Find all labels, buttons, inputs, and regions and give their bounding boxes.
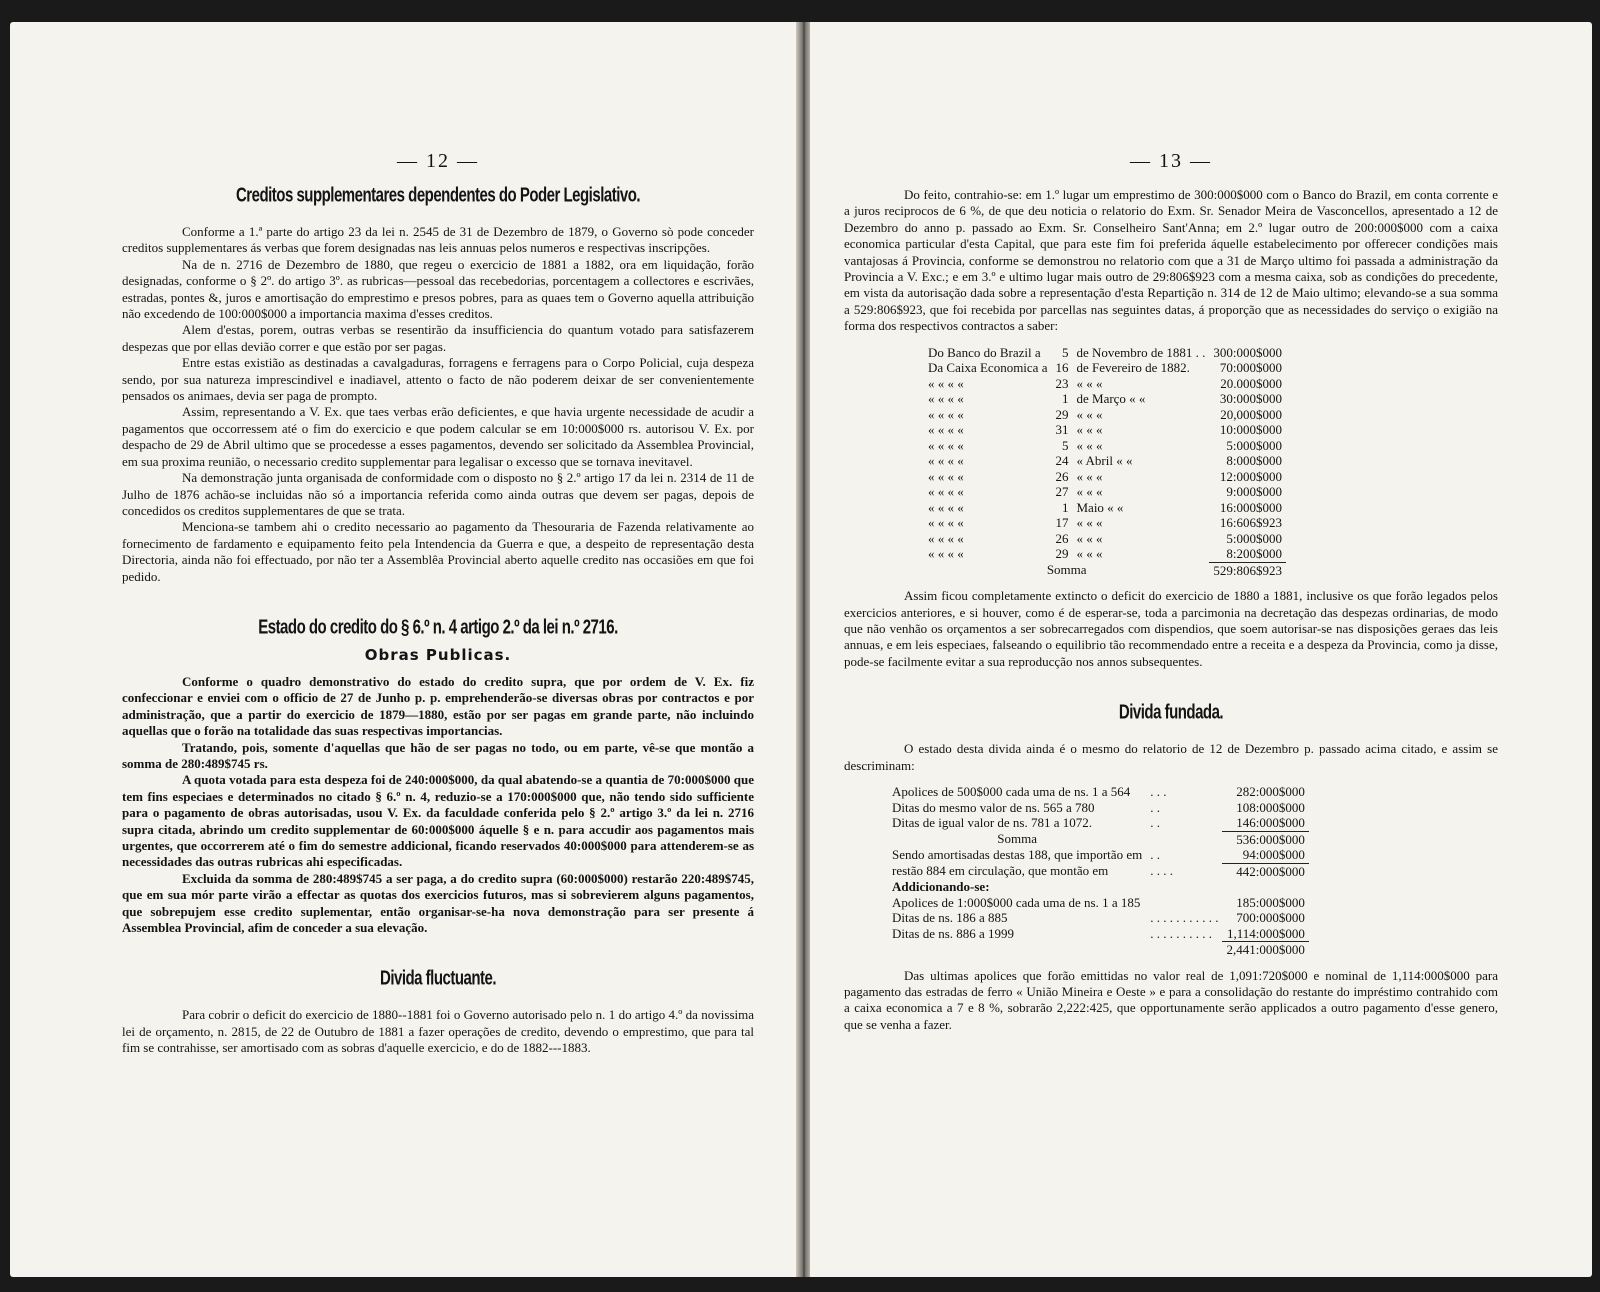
receipt-day: 26	[1055, 468, 1069, 484]
receipt-day: 29	[1055, 546, 1069, 562]
section-divida-fluctuante	[122, 1007, 754, 1056]
amortised-amount: 94:000$000	[1222, 847, 1308, 863]
bond-row	[888, 784, 1309, 800]
sum-label: Somma	[997, 831, 1037, 846]
bond-row	[888, 926, 1309, 942]
paragraph: Conforme o quadro demonstrativo do estado do credito supra, que por ordem de V. Ex. fiz confeccionar e enviei com o officio de 27 de Junho p. p. emprehenderão-se diversas obras por contractos e por administração, que a partir do exercicio de 1879—1880, estão por ser pagas em grande parte, não incluindo aquellas que o forão na totalidade das suas respectivas importancias.	[122, 673, 754, 739]
loan-receipt-row	[924, 360, 1286, 376]
remaining-row	[888, 863, 1309, 879]
receipt-amount: 20,000$000	[1220, 406, 1282, 422]
bond-label: Apolices de 1:000$000 cada uma de ns. 1 a 185	[892, 894, 1141, 910]
receipt-amount: 9:000$000	[1226, 484, 1282, 500]
right-page-content	[844, 150, 1498, 1033]
loan-receipt-row	[924, 546, 1286, 562]
heading-estado-credito: Estado do credito do § 6.º n. 4 artigo 2.º da lei n.º 2716.	[258, 615, 618, 639]
dots: . . . . . . . . . . .	[1150, 910, 1219, 925]
loan-receipt-row	[924, 515, 1286, 531]
receipt-amount: 16:606$923	[1219, 515, 1282, 531]
paragraph-final: Das ultimas apolices que forão emittidas no valor real de 1,091:720$000 e nominal de 1,114:000$000 para pagamento das estradas de ferro « União Mineira e Oeste » e para a consolidação do restante do impréstimo contrahido com a caixa economica a 7 e 8 %, sobrarão 2,222:425, que opportunamente serão applicados a outro pagamento d'esse genero, que se venha a fazer.	[844, 967, 1498, 1032]
grand-total-amount: 2,441:000$000	[1222, 942, 1308, 958]
receipt-month: « « «	[1076, 546, 1103, 562]
paragraph: Alem d'estas, porem, outras verbas se resentirão da insufficiencia do quantum votado para satisfazerem despezas que por ellas devião correr e que estão por ser pagas.	[122, 322, 754, 354]
receipt-month: « Abril « «	[1076, 453, 1133, 469]
bond-row	[888, 895, 1309, 911]
receipt-day: 5	[1061, 344, 1069, 360]
receipt-day: 31	[1055, 422, 1069, 438]
receipt-day: 29	[1055, 406, 1069, 422]
receipt-source: « « « «	[928, 422, 964, 438]
receipt-day: 16	[1055, 360, 1069, 376]
bond-amount: 700:000$000	[1236, 910, 1305, 925]
receipt-day: 1	[1061, 499, 1069, 515]
paragraph: Na demonstração junta organisada de conformidade com o disposto no § 2.º artigo 17 da lei n. 2314 de 11 de Julho de 1876 achão-se incluidas não só a importancia referida como ainda outras que devem ser pagas, depois de concedidos os creditos supplementares de que se trata.	[122, 470, 754, 518]
receipt-month: « « «	[1076, 530, 1103, 546]
loan-receipt-row	[924, 407, 1286, 423]
left-page-content	[122, 150, 754, 1057]
receipt-source: « « « «	[928, 546, 964, 562]
grand-total-row	[888, 942, 1309, 958]
total-amount: 529:806$923	[1209, 562, 1286, 578]
bond-label: Ditas de ns. 186 a 885	[892, 910, 1008, 925]
bond-amount: 108:000$000	[1236, 799, 1305, 815]
receipt-amount: 5:000$000	[1226, 530, 1282, 546]
loan-receipts-table	[924, 345, 1286, 579]
receipt-source: « « « «	[928, 499, 964, 515]
bond-amount: 185:000$000	[1236, 894, 1305, 910]
receipt-day: 26	[1055, 530, 1069, 546]
receipt-amount: 12:000$000	[1219, 468, 1282, 484]
paragraph: Excluida da somma de 280:489$745 a ser paga, a do credito supra (60:000$000) restarão 220:489$745, que em sua mór parte virão a effectar as quotas dos exercicios futuros, mas si sobrevierem alguns pagamentos, que sobrepujem esse credito suplementar, então organisar-se-ha nova demonstração para ser presente á Assemblea Provincial, afim de conceder a sua elevação.	[122, 870, 754, 936]
bond-amount: 146:000$000	[1236, 815, 1305, 830]
add-row	[888, 879, 1309, 895]
bond-label: Ditas de ns. 886 a 1999	[892, 925, 1015, 941]
page-number-left: — 12 —	[397, 150, 479, 172]
receipt-day: 1	[1061, 391, 1069, 407]
receipt-amount: 5:000$000	[1226, 437, 1282, 453]
receipt-month: « « «	[1076, 437, 1103, 453]
bond-amount: 1,114:000$000	[1226, 925, 1305, 941]
receipt-month: « « «	[1076, 375, 1103, 391]
section-obras	[122, 674, 754, 937]
loan-total-row	[924, 562, 1286, 578]
left-page	[10, 22, 800, 1277]
bond-row	[888, 800, 1309, 816]
receipt-amount: 300:000$000	[1213, 344, 1282, 360]
receipt-month: « « «	[1076, 422, 1103, 438]
paragraph-deficit: Assim ficou completamente extincto o deficit do exercicio de 1880 a 1881, inclusive os que forão legados pelos exercicios anteriores, e si houver, como é de esperar-se, toda a parcimonia na decretação das despezas ordinarias, de modo que não venhão os orçamentos a ser sobrecarregados com dispendios, que soem autorisar-se nas disposições geraes das leis annuas, e em leis especiaes, falseando o equilibrio tão recommendado entre a receita e a despeza da Provincia, como ja disse, pode-se facilmente evitar a sua reproducção nos annos subsequentes.	[844, 588, 1498, 669]
receipt-day: 23	[1055, 375, 1069, 391]
paragraph: Tratando, pois, somente d'aquellas que hão de ser pagas no todo, ou em parte, vê-se que montão a somma de 280:489$745 rs.	[122, 739, 754, 771]
paragraph-fundada: O estado desta divida ainda é o mesmo do relatorio de 12 de Dezembro p. passado acima citado, e assim se descriminam:	[844, 741, 1498, 773]
receipt-month: de Março « «	[1076, 391, 1146, 407]
receipt-source: « « « «	[928, 484, 964, 500]
loan-receipt-row	[924, 453, 1286, 469]
receipt-amount: 30:000$000	[1219, 391, 1282, 407]
receipt-source: « « « «	[928, 515, 964, 531]
dots: . . . . . . . . . .	[1150, 925, 1212, 941]
paragraph: Assim, representando a V. Ex. que taes verbas erão deficientes, e que havia urgente necessidade de acudir a pagamentos que occorressem até o fim do exercicio e que podem calcular se em 10:000$000 rs. autorisou V. Ex. por despacho de 29 de Abril ultimo que se procedesse a esses pagamentos, devendo ser solicitado da Assemblea Provincial, em sua proxima reunião, o necessario credito supplementar para legalisar o excesso que se tornava inevitavel.	[122, 404, 754, 469]
bond-amount: 282:000$000	[1236, 784, 1305, 799]
add-label: Addicionando-se:	[892, 879, 990, 894]
heading-obras-publicas: Obras Publicas.	[364, 645, 512, 664]
heading-creditos: Creditos supplementares dependentes do Poder Legislativo.	[235, 184, 641, 207]
loan-receipt-row	[924, 484, 1286, 500]
receipt-month: « « «	[1076, 468, 1103, 484]
receipt-day: 24	[1055, 453, 1069, 469]
page-number-right: — 13 —	[1130, 150, 1212, 172]
receipt-source: Da Caixa Economica a	[928, 360, 1048, 376]
receipt-source: « « « «	[928, 406, 964, 422]
receipt-source: « « « «	[928, 375, 964, 391]
right-page	[810, 22, 1592, 1277]
receipt-source: « « « «	[928, 468, 964, 484]
receipt-amount: 16:000$000	[1219, 499, 1282, 515]
bond-label: Apolices de 500$000 cada uma de ns. 1 a 564	[892, 784, 1131, 799]
sum-amount: 536:000$000	[1222, 831, 1308, 847]
receipt-day: 27	[1055, 484, 1069, 500]
loan-receipt-row	[924, 500, 1286, 516]
paragraph: Para cobrir o deficit do exercicio de 1880--1881 foi o Governo autorisado pelo n. 1 do artigo 4.º da novissima lei de orçamento, n. 2815, de 22 de Outubro de 1881 a fazer operações de credito, devendo o emprestimo, que para tal fim se contrahisse, ser amortisado com as sobras d'aquelle exercicio, e do de 1882---1883.	[122, 1007, 754, 1056]
bond-row	[888, 815, 1309, 831]
receipt-source: « « « «	[928, 530, 964, 546]
paragraph: Na de n. 2716 de Dezembro de 1880, que regeu o exercicio de 1881 a 1882, ora em liquidação, forão designadas, conforme o § 2º. do artigo 3º. as rubricas—pessoal das recebedorias, porcentagem a collectores e escrivães, estradas, pontes &, juros e amortisação do emprestimo e presos pobres, para as quaes tem o Governo aquella attribuição não excedendo de 100:000$000 a importancia maxima d'esses creditos.	[122, 256, 754, 322]
amortised-label: Sendo amortisadas destas 188, que importão em	[892, 847, 1143, 862]
total-label: Somma	[1046, 562, 1087, 578]
receipt-month: de Novembro de 1881 . .	[1076, 344, 1206, 360]
dots: . .	[1150, 799, 1160, 815]
dots: . . . .	[1150, 863, 1173, 878]
dots	[1146, 895, 1222, 911]
receipt-source: Do Banco do Brazil a	[928, 344, 1041, 360]
receipt-month: « « «	[1076, 484, 1103, 500]
loan-receipt-row	[924, 531, 1286, 547]
loan-receipt-row	[924, 376, 1286, 392]
receipt-amount: 70:000$000	[1219, 360, 1282, 376]
loan-receipt-row	[924, 469, 1286, 485]
dots: . .	[1150, 847, 1160, 862]
bond-label: Ditas do mesmo valor de ns. 565 a 780	[892, 799, 1095, 815]
paragraph-intro: Do feito, contrahio-se: em 1.º lugar um emprestimo de 300:000$000 com o Banco do Brazil, em conta corrente e a juros reciprocos de 6 %, de que deu noticia o relatorio do Exm. Sr. Senador Meira de Vasconcellos, apresentado a 12 de Dezembro do anno p. passado ao Exm. Sr. Conselheiro Sant'Anna; em 2.º lugar outro de 200:000$000 com a caixa economica particular d'esta Capital, que para este fim foi preferida áquelle estabelecimento por offerecer condições mais vantajosas á Provincia, conforme se demonstrou no relatorio com que a 31 de Março ultimo foi passada a administração da Provincia a V. Exc.; e em 3.º e ultimo lugar mais outro de 29:806$923 com a mesma caixa, sob as condições do precedente, em vista da autorisação dada sobre a representação d'esta Repartição n. 314 de 12 de Maio ultimo; elevando-se a sua somma a 529:806$923, que foi recebida por parcellas nas seguintes datas, á proporção que as necessidades do serviço o exigião na forma dos respectivos contractos a saber:	[844, 187, 1498, 334]
receipt-amount: 8:000$000	[1226, 453, 1282, 469]
paragraph: Menciona-se tambem ahi o credito necessario ao pagamento da Thesouraria de Fazenda relativamente ao fornecimento de fardamento e equipamento feito pela Intendencia da Guerra e que, a despeito de representação desta Directoria, ainda não foi effectuado, por não ter a Assemblêa Provincial aberto aquelle credito nas occasiões em que foi pedido.	[122, 519, 754, 584]
heading-divida-fundada: Divida fundada.	[1118, 701, 1224, 725]
receipt-amount: 10:000$000	[1219, 422, 1282, 438]
paragraph: Conforme a 1.ª parte do artigo 23 da lei n. 2545 de 31 de Dezembro de 1879, o Governo sò pode conceder creditos supplementares ás verbas que forem designadas nas leis annuas pelos numeros e respectivas inscripções.	[122, 224, 754, 256]
paragraph: Entre estas existião as destinadas a cavalgaduras, forragens e ferragens para o Corpo Policial, cuja despeza sendo, por sua natureza imprescindivel e inadiavel, attento o facto de não poderem deixar de ser convenientemente pensados os animaes, devia ser paga de prompto.	[122, 355, 754, 404]
dots: . .	[1150, 815, 1160, 830]
receipt-month: de Fevereiro de 1882.	[1076, 360, 1190, 376]
loan-receipt-row	[924, 345, 1286, 361]
receipt-month: « « «	[1076, 515, 1103, 531]
remaining-amount: 442:000$000	[1236, 863, 1305, 879]
receipt-month: « « «	[1076, 406, 1103, 422]
bond-row	[888, 910, 1309, 926]
receipt-source: « « « «	[928, 391, 964, 407]
receipt-day: 17	[1055, 515, 1069, 531]
receipt-source: « « « «	[928, 453, 964, 469]
receipt-source: « « « «	[928, 437, 964, 453]
remaining-label: restão 884 em circulação, que montão em	[892, 863, 1109, 878]
receipt-day: 5	[1061, 437, 1069, 453]
bonds-table	[888, 784, 1309, 958]
loan-receipt-row	[924, 422, 1286, 438]
paragraph: A quota votada para esta despeza foi de 240:000$000, da qual abatendo-se a quantia de 70:000$000 que tem fins especiaes e determinados no citado § 6.º n. 4, reduzio-se a 170:000$000 que, não tendo sido sufficiente para o pagamento de obras autorisadas, usou V. Ex. da faculdade conferida pelo § 2.º artigo 3.º da lei n. 2716 supra citada, abrindo um credito supplementar de 60:000$000 áquelle § e n. para accudir aos pagamentos mais urgentes, que occorrerem até o fim do semestre addicional, ficando reservados 40:000$000 para attenderem-se as necessidades das outras rubricas ahi especificadas.	[122, 772, 754, 870]
receipt-month: Maio « «	[1076, 499, 1124, 515]
bond-label: Ditas de igual valor de ns. 781 a 1072.	[892, 815, 1093, 830]
heading-divida-fluctuante: Divida fluctuante.	[379, 967, 497, 991]
amortised-row	[888, 847, 1309, 863]
receipt-amount: 20.000$000	[1220, 375, 1282, 391]
section-creditos	[122, 224, 754, 585]
receipt-amount: 8:200$000	[1209, 546, 1286, 562]
bonds-sum-row	[888, 831, 1309, 847]
loan-receipt-row	[924, 391, 1286, 407]
loan-receipt-row	[924, 438, 1286, 454]
dots: . . .	[1150, 784, 1167, 799]
